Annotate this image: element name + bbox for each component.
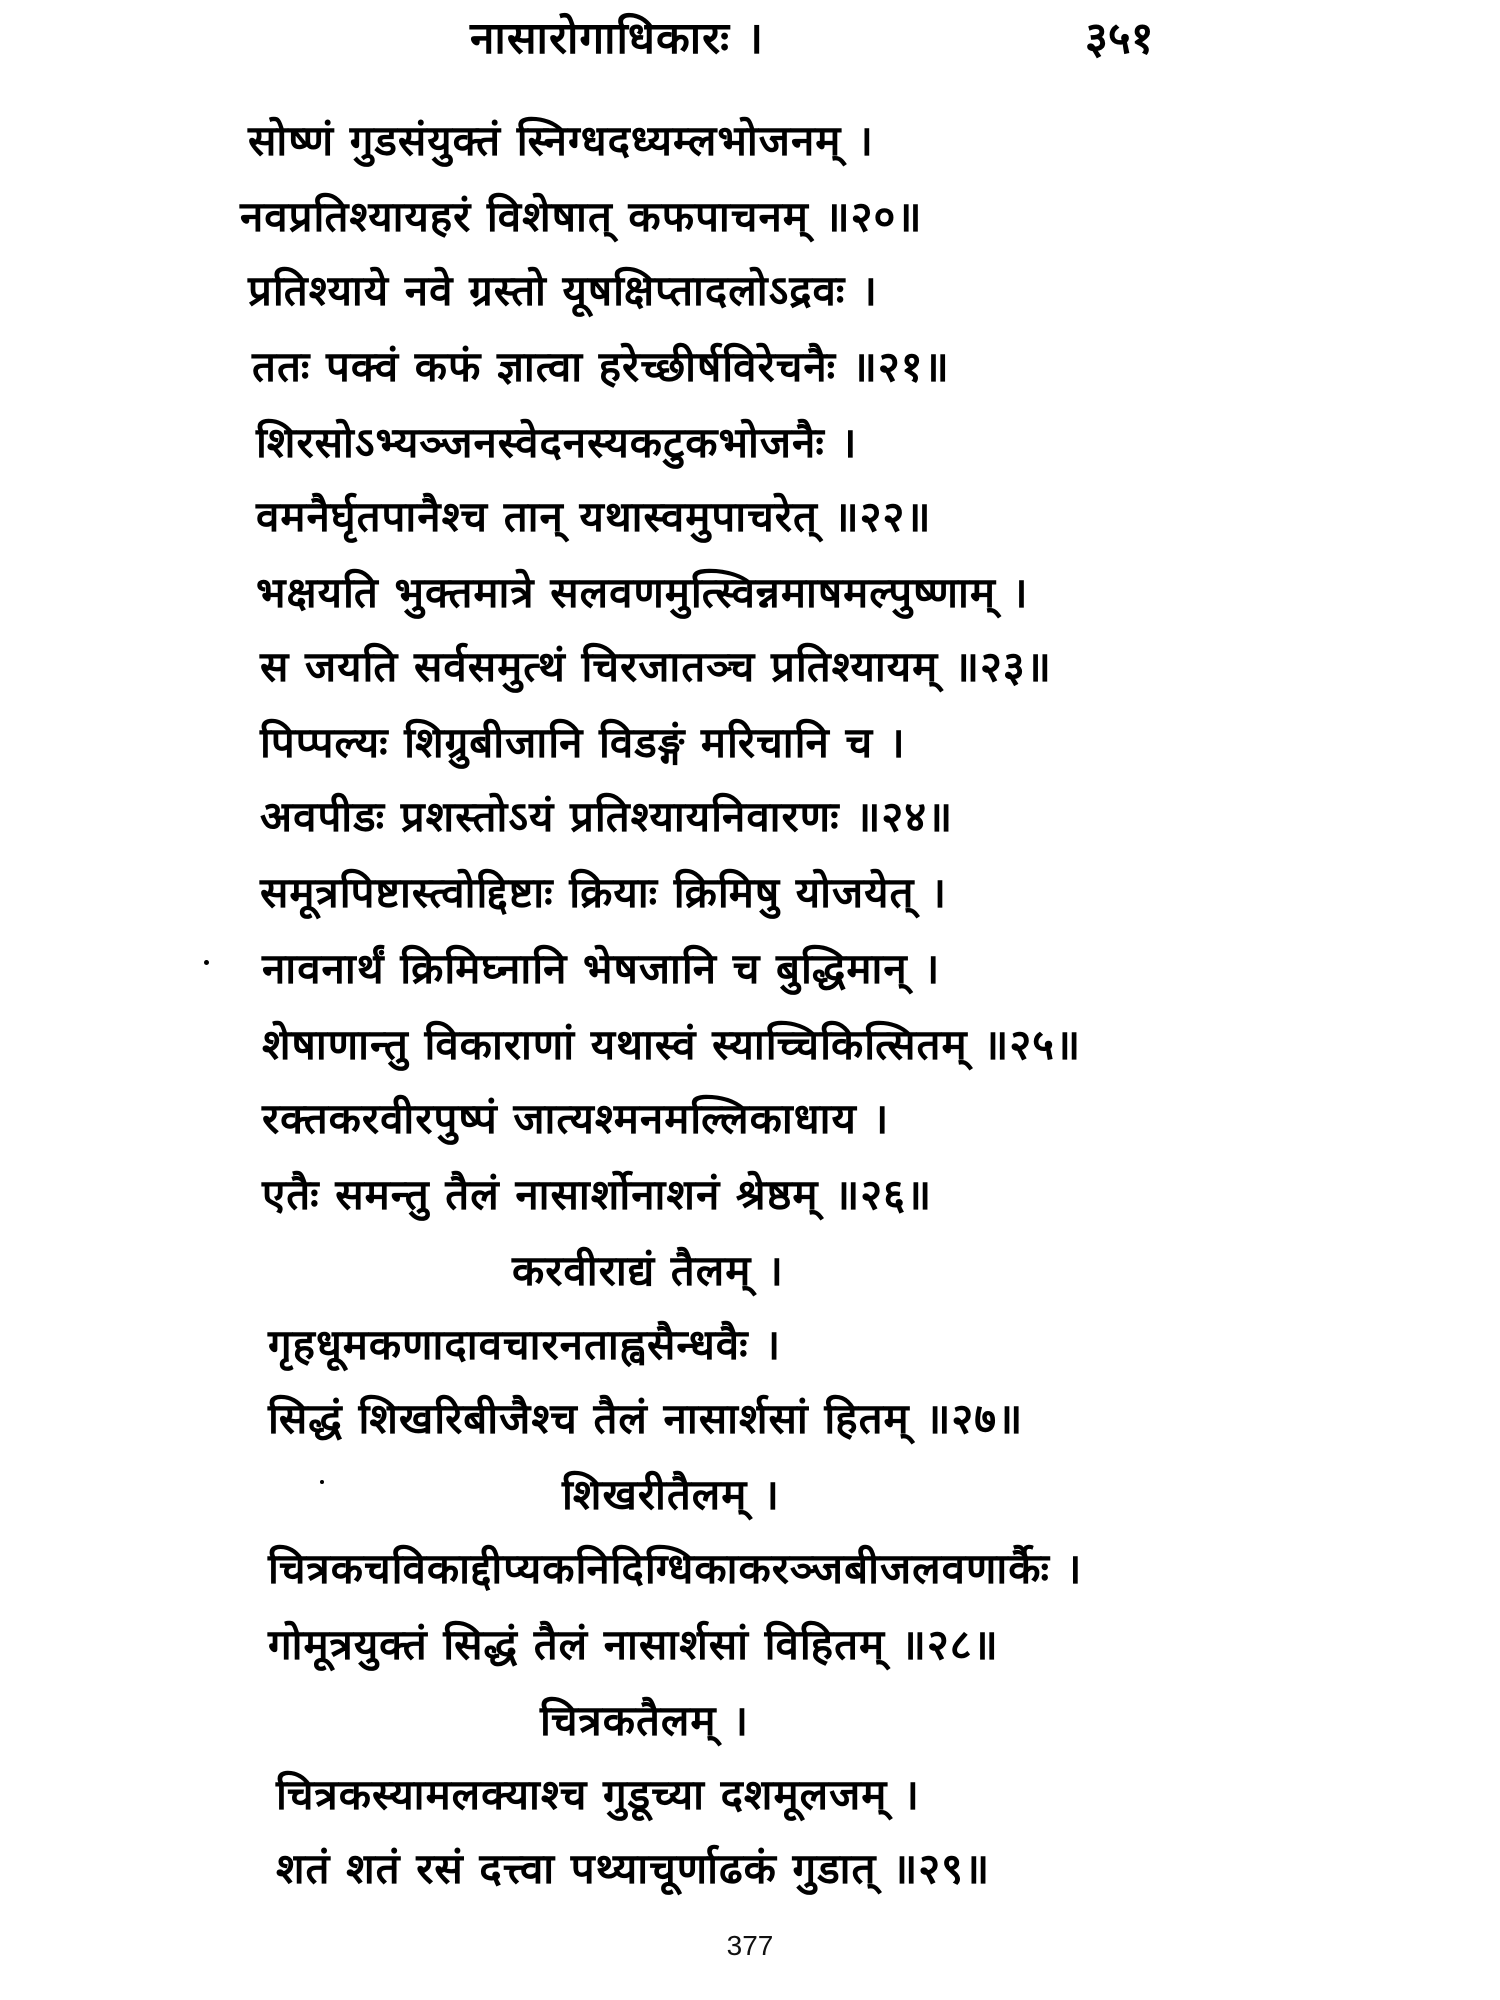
verse-line: अवपीडः प्रशस्तोऽयं प्रतिश्यायनिवारणः ॥२४॥ — [260, 792, 954, 841]
verse-line: वमनैर्घृतपानैश्च तान् यथास्वमुपाचरेत् ॥२२॥ — [256, 492, 932, 541]
verse-line: गृहधूमकणादावचारनताह्वसैन्धवैः । — [268, 1320, 782, 1369]
verse-line: एतैः समन्तु तैलं नासार्शोनाशनं श्रेष्ठम् ॥२६॥ — [262, 1170, 933, 1219]
scan-page-number: 377 — [726, 1930, 774, 1961]
verse-line: चित्रकस्यामलक्याश्च गुडूच्या दशमूलजम् । — [276, 1770, 920, 1819]
verse-line: रक्तकरवीरपुष्पं जात्यश्मनमल्लिकाधाय । — [262, 1094, 890, 1143]
verse-line: नावनार्थं क्रिमिघ्नानि भेषजानि च बुद्धिमान् । — [262, 944, 941, 993]
verse-line: ततः पक्वं कफं ज्ञात्वा हरेच्छीर्षविरेचनैः ॥२१॥ — [252, 342, 950, 391]
verse-line: सोष्णं गुडसंयुक्तं स्निग्धदध्यम्लभोजनम् । — [248, 116, 874, 165]
verse-line: स जयति सर्वसमुत्थं चिरजातञ्च प्रतिश्यायम् ॥२३॥ — [260, 642, 1052, 691]
scan-speck — [320, 1480, 324, 1484]
verse-line: शतं शतं रसं दत्त्वा पथ्याचूर्णाढकं गुडात् ॥२९॥ — [276, 1844, 991, 1893]
verse-line: भक्षयति भुक्तमात्रे सलवणमुत्स्विन्नमाषमल्पुष्णाम् । — [256, 568, 1029, 617]
section-title: चित्रकतैलम् । — [540, 1696, 750, 1745]
verse-line: प्रतिश्याये नवे ग्रस्तो यूषक्षिप्तादलोऽद्रवः । — [248, 266, 878, 315]
verse-line: नवप्रतिश्यायहरं विशेषात् कफपाचनम् ॥२०॥ — [240, 192, 923, 241]
verse-line: समूत्रपिष्टास्त्वोद्दिष्टाः क्रियाः क्रिमिषु योजयेत् । — [260, 868, 947, 917]
section-title: शिखरीतैलम् । — [562, 1470, 780, 1519]
verse-line: पिप्पल्यः शिग्रुबीजानि विडङ्गं मरिचानि च । — [260, 718, 906, 767]
verse-line: शेषाणान्तु विकाराणां यथास्वं स्याच्चिकित्सितम् ॥२५॥ — [262, 1020, 1082, 1069]
running-title: नासारोगाधिकारः । — [470, 13, 765, 64]
section-title: करवीराद्यं तैलम् । — [512, 1246, 784, 1295]
verse-line: सिद्धं शिखरिबीजैश्च तैलं नासार्शसां हितम् ॥२७॥ — [268, 1394, 1024, 1443]
verse-line: चित्रकचविकाद्दीप्यकनिदिग्धिकाकरञ्जबीजलवणार्कैः । — [268, 1544, 1083, 1593]
printed-page-number: ३५१ — [1085, 13, 1154, 64]
scan-speck — [204, 960, 209, 965]
page-header — [0, 6, 1500, 66]
verse-line: गोमूत्रयुक्तं सिद्धं तैलं नासार्शसां विहितम् ॥२८॥ — [268, 1620, 999, 1669]
verse-line: शिरसोऽभ्यञ्जनस्वेदनस्यकटुकभोजनैः । — [256, 418, 858, 467]
